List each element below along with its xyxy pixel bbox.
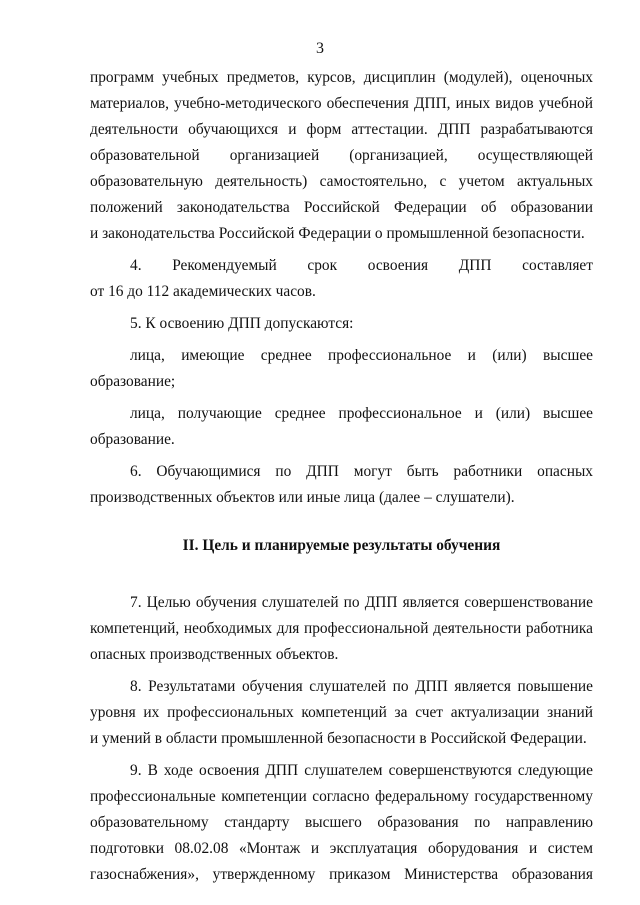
text-line: компетенций, необходимых для профессиональной деятельности работника	[90, 620, 593, 637]
text-line: подготовки 08.02.08 «Монтаж и эксплуатация оборудования и систем	[90, 840, 593, 857]
paragraph-4	[90, 253, 593, 305]
text-line: образование.	[90, 431, 175, 448]
paragraph-9	[90, 758, 593, 888]
text-line: положений законодательства Российской Федерации об образовании	[90, 199, 593, 216]
section-heading: II. Цель и планируемые результаты обучения	[182, 537, 501, 554]
text-line: и законодательства Российской Федерации о промышленной безопасности.	[90, 225, 585, 242]
text-line: уровня их профессиональных компетенций за счет актуализации знаний	[90, 704, 593, 721]
text-line: лица, имеющие среднее профессиональное и (или) высшее	[130, 347, 593, 364]
text-line: газоснабжения», утвержденному приказом Министерства образования	[90, 866, 593, 883]
list-item-1	[90, 343, 593, 395]
paragraph-5	[90, 311, 593, 337]
text-line: 5. К освоению ДПП допускаются:	[130, 315, 354, 332]
text-line: 6. Обучающимися по ДПП могут быть работники опасных	[130, 463, 593, 480]
paragraph-7	[90, 590, 593, 668]
text-line: материалов, учебно-методического обеспечения ДПП, иных видов учебной	[90, 95, 593, 112]
page-number: 3	[316, 40, 324, 57]
text-line: лица, получающие среднее профессиональное и (или) высшее	[130, 405, 593, 422]
paragraph-continuation	[90, 65, 593, 247]
text-line: деятельности обучающихся и форм аттестации. ДПП разрабатываются	[90, 121, 593, 138]
text-line: образовательному стандарту высшего образования по направлению	[90, 814, 593, 831]
text-line: 7. Целью обучения слушателей по ДПП является совершенствование	[130, 594, 593, 611]
text-line: и умений в области промышленной безопасности в Российской Федерации.	[90, 730, 587, 747]
text-line: от 16 до 112 академических часов.	[90, 283, 316, 300]
document-body	[90, 65, 593, 888]
text-line: 8. Результатами обучения слушателей по ДПП является повышение	[130, 678, 593, 695]
text-line: образовательную деятельность) самостоятельно, с учетом актуальных	[90, 173, 593, 190]
text-line: опасных производственных объектов.	[90, 646, 339, 663]
text-line: образование;	[90, 373, 176, 390]
text-line: образовательной организацией (организацией, осуществляющей	[90, 147, 593, 164]
text-line: производственных объектов или иные лица (далее – слушатели).	[90, 489, 515, 506]
text-line: программ учебных предметов, курсов, дисциплин (модулей), оценочных	[90, 69, 593, 86]
paragraph-8	[90, 674, 593, 752]
text-line: 9. В ходе освоения ДПП слушателем совершенствуются следующие	[130, 762, 593, 779]
paragraph-6	[90, 459, 593, 511]
text-line: профессиональные компетенции согласно федеральному государственному	[90, 788, 593, 805]
text-line: 4. Рекомендуемый срок освоения ДПП составляет	[130, 257, 593, 274]
list-item-2	[90, 401, 593, 453]
